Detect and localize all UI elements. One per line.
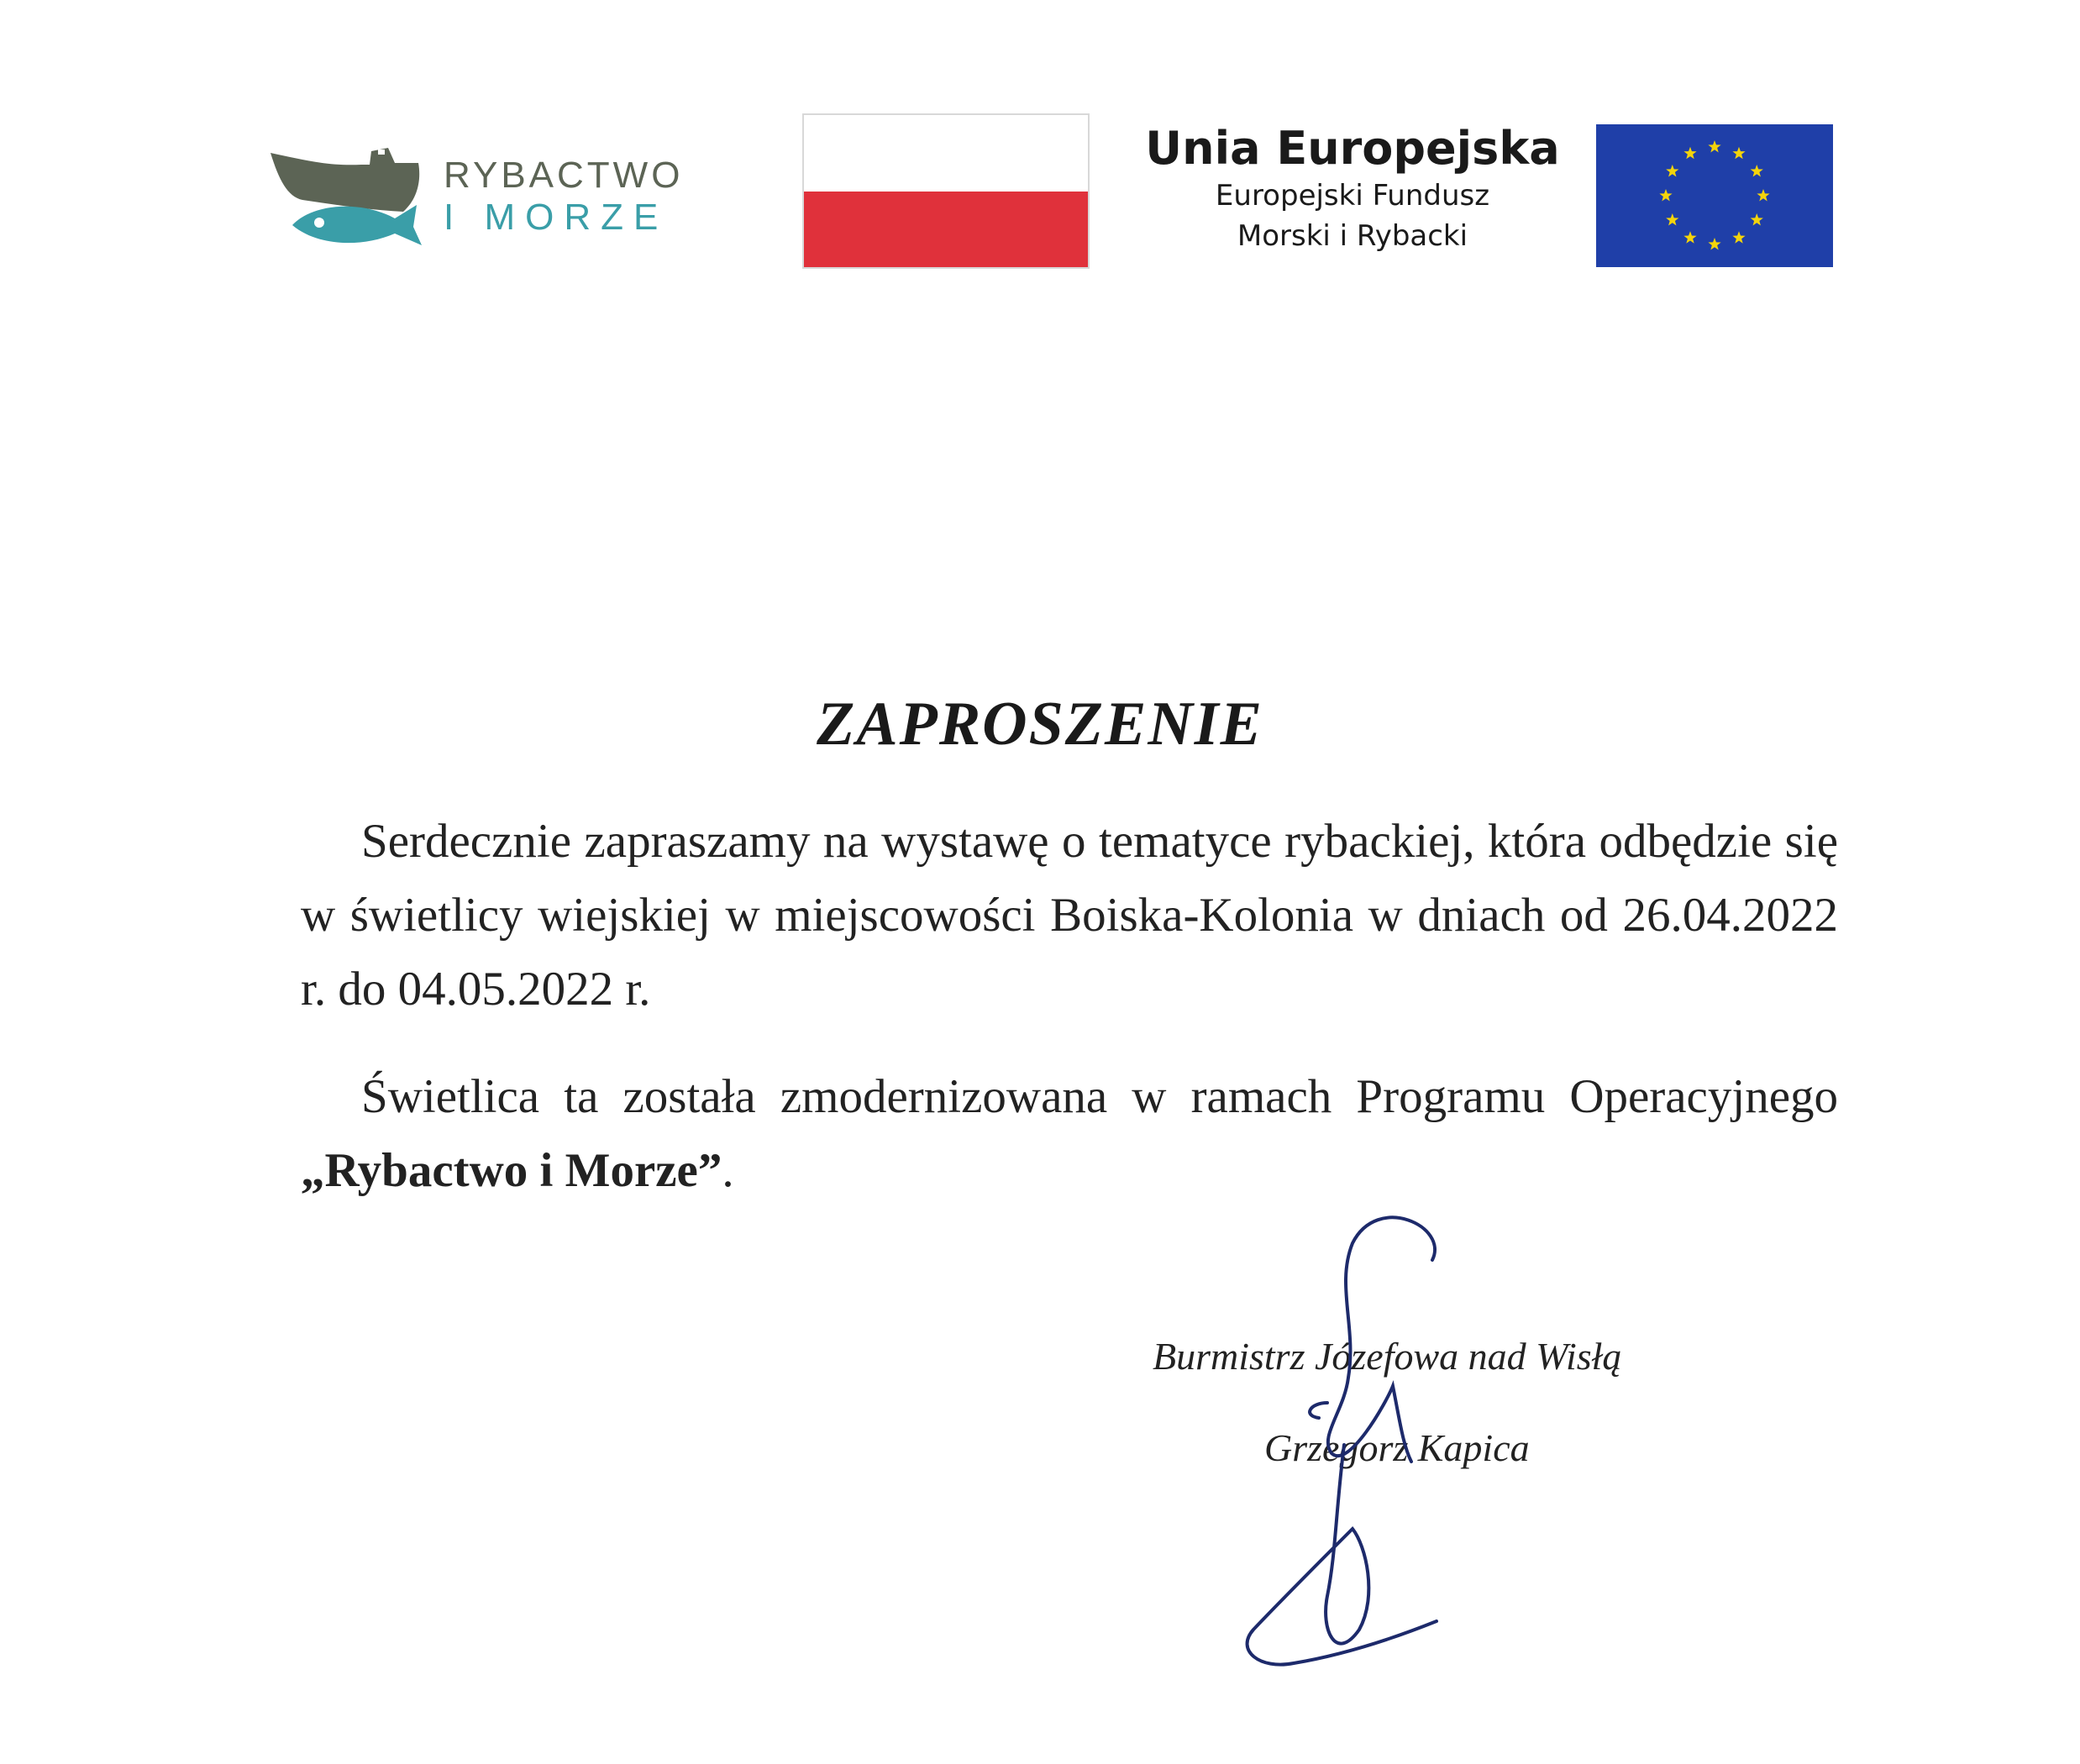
invitation-text: Serdecznie zapraszamy na wystawę o tematyce rybackiej, która odbędzie się w świetlicy wiejskiej w miejscowości Boiska-Kolonia w dniach od 26.04.2022 r. do 04.05.2022 r. xyxy=(301,815,1838,1016)
eu-fund-line2: Morski i Rybacki xyxy=(1237,219,1468,253)
eu-star-icon xyxy=(1751,165,1763,176)
eu-star-icon xyxy=(1666,213,1678,225)
program-name: „Rybactwo i Morze” xyxy=(301,1144,722,1197)
eu-title: Unia Europejska xyxy=(1145,122,1560,175)
eu-star-icon xyxy=(1757,189,1769,201)
eu-star-icon xyxy=(1732,147,1745,159)
eu-star-icon xyxy=(1683,231,1696,243)
poland-flag xyxy=(802,113,1090,269)
eu-stars-icon xyxy=(1596,124,1833,267)
document-title: ZAPROSZENIE xyxy=(817,690,1263,759)
logo-word-i-morze: I MORZE xyxy=(444,197,669,238)
signatory-role: Burmistrz Józefowa nad Wisłą xyxy=(1153,1335,1622,1378)
eu-star-icon xyxy=(1751,213,1763,225)
eu-fund-label xyxy=(1126,122,1579,256)
signatory-name: Grzegorz Kapica xyxy=(1264,1426,1530,1469)
invitation-paragraph xyxy=(301,805,1838,1026)
eu-star-icon xyxy=(1666,165,1678,176)
eu-star-icon xyxy=(1732,231,1745,243)
eu-star-icon xyxy=(1683,147,1696,159)
program-paragraph xyxy=(301,1060,1838,1208)
eu-star-icon xyxy=(1708,238,1720,249)
program-end-text: . xyxy=(722,1144,734,1197)
eu-fund-line1: Europejski Fundusz xyxy=(1215,179,1490,213)
logo-word-rybactwo: RYBACTWO xyxy=(444,155,684,196)
handwritten-signature-icon xyxy=(1210,1193,1563,1680)
eu-flag xyxy=(1596,124,1833,267)
boat-fish-logo-icon xyxy=(269,141,437,250)
eu-star-icon xyxy=(1708,140,1720,152)
rybactwo-i-morze-logo xyxy=(269,141,706,250)
program-lead-text: Świetlica ta została zmodernizowana w ramach Programu Operacyjnego xyxy=(361,1070,1838,1123)
eu-star-icon xyxy=(1659,189,1672,201)
